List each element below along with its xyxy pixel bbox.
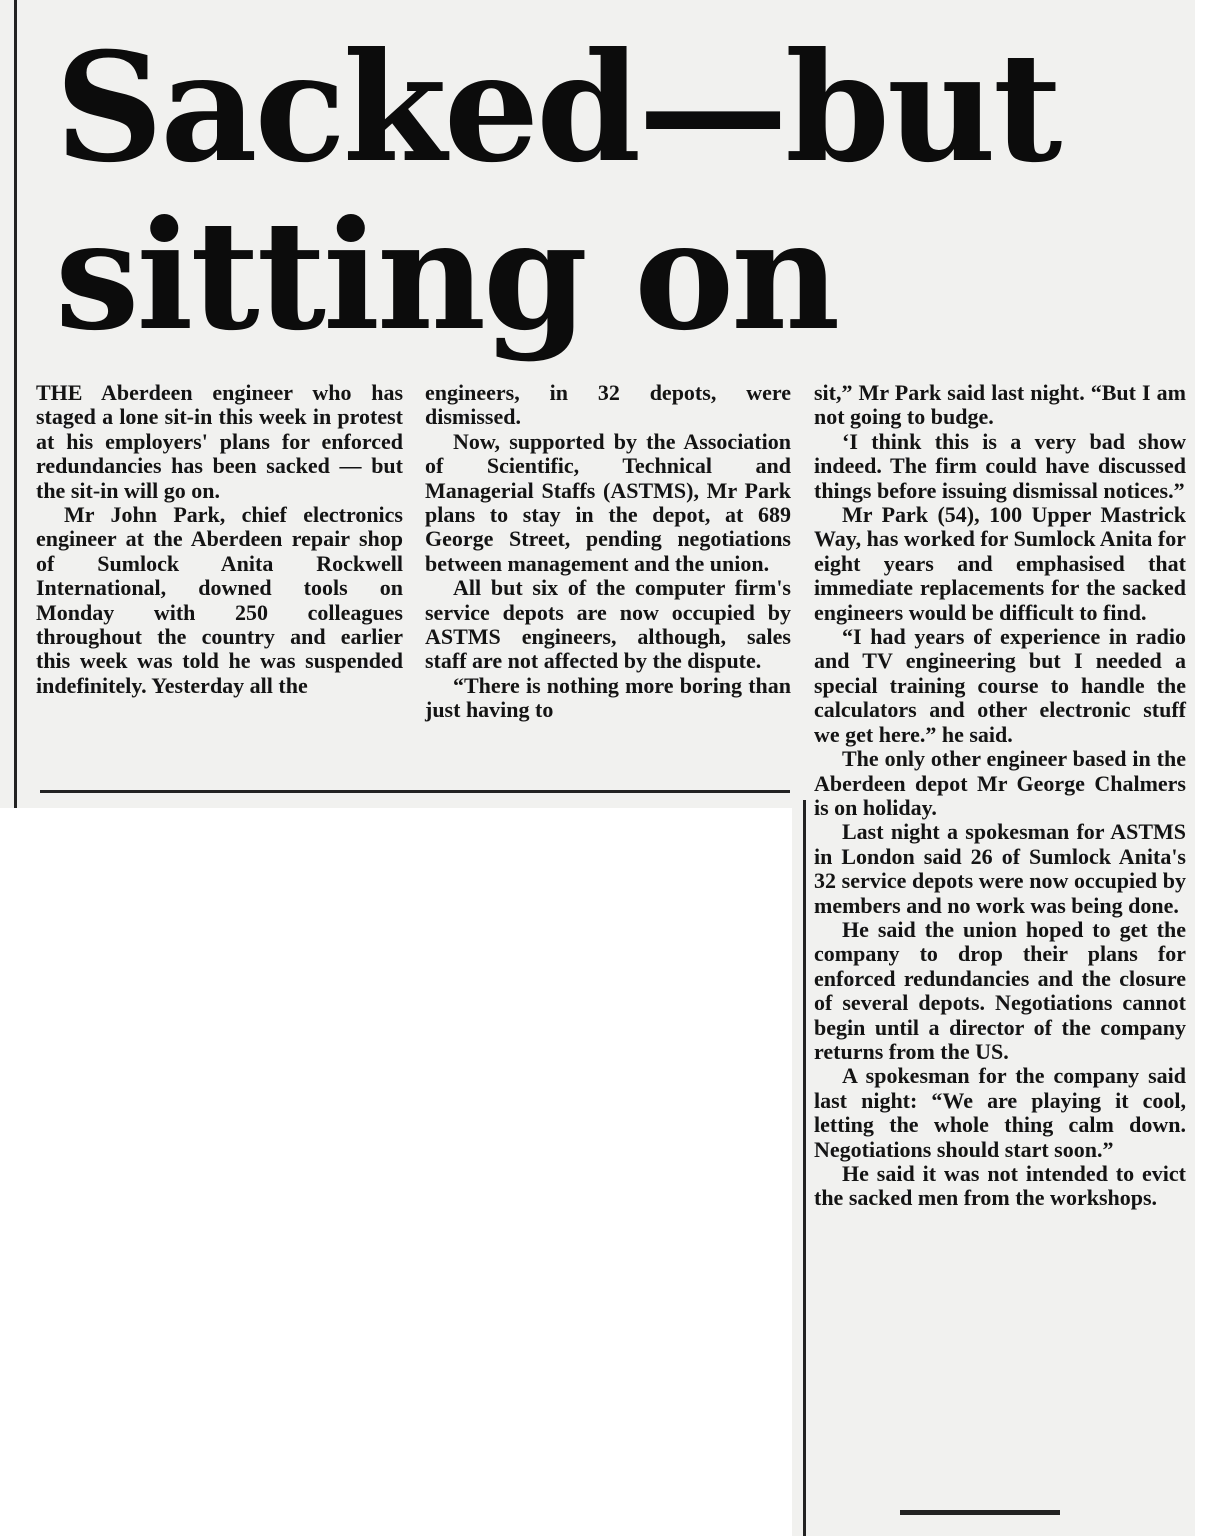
- column-2-paragraph-4: “There is nothing more boring than just having to: [425, 672, 791, 723]
- article-column-2: [425, 381, 791, 723]
- column-3-paragraph-6: Last night a spokesman for ASTMS in London said 26 of Sumlock Anita's 32 service depots were now occupied by members and no work was being done.: [814, 819, 1186, 918]
- column-2-paragraph-2: Now, supported by the Association of Scientific, Technical and Managerial Staffs (ASTMS), Mr Park plans to stay in the depot, at 689 George Street, pending negotiations between management and the union.: [425, 428, 791, 576]
- article-column-3: [814, 381, 1186, 1211]
- column-3-paragraph-4: “I had years of experience in radio and TV engineering but I needed a special training course to handle the calculators and other electronic stuff we get here.” he said.: [814, 624, 1186, 747]
- headline: [55, 20, 1165, 364]
- column-3-paragraph-5: The only other engineer based in the Aberdeen depot Mr George Chalmers is on holiday.: [814, 746, 1186, 820]
- column-2-paragraph-3: All but six of the computer firm's service depots are now occupied by ASTMS engineers, although, sales staff are not affected by the dispute.: [425, 575, 791, 674]
- column-3-paragraph-9: He said it was not intended to evict the sacked men from the workshops.: [814, 1161, 1186, 1211]
- article-column-1: [36, 381, 403, 698]
- column-3-paragraph-1: sit,” Mr Park said last night. “But I am not going to budge.: [814, 380, 1186, 430]
- column-3-paragraph-2: ‘I think this is a very bad show indeed. The firm could have discussed things before issuing dismissal notices.”: [814, 428, 1186, 503]
- column-3-paragraph-7: He said the union hoped to get the company to drop their plans for enforced redundancies and the closure of several depots. Negotiations cannot begin until a director of the company returns from the US.: [814, 916, 1186, 1064]
- column-3-paragraph-8: A spokesman for the company said last night: “We are playing it cool, letting the whole thing calm down. Negotiations should start soon.”: [814, 1063, 1186, 1162]
- column-1-paragraph-2: Mr John Park, chief electronics engineer at the Aberdeen repair shop of Sumlock Anita Rockwell International, downed tools on Monday with 250 colleagues throughout the country and earlier this week was told he was suspended indefinitely. Yesterday all the: [36, 502, 403, 698]
- headline-line-2: sitting on: [55, 188, 838, 364]
- column-3-paragraph-3: Mr Park (54), 100 Upper Mastrick Way, has worked for Sumlock Anita for eight years and emphasised that immediate replacements for the sacked engineers would be difficult to find.: [814, 502, 1186, 625]
- bottom-rule: [40, 790, 790, 793]
- column-1-paragraph-1: THE Aberdeen engineer who has staged a lone sit-in this week in protest at his employers' plans for enforced redundancies has been sacked — but the sit-in will go on.: [36, 380, 403, 503]
- right-column-rule: [803, 800, 806, 1536]
- left-column-rule: [14, 0, 17, 808]
- headline-line-1: Sacked—but: [55, 20, 1060, 196]
- end-of-article-rule: [900, 1510, 1060, 1515]
- column-2-paragraph-1: engineers, in 32 depots, were dismissed.: [425, 380, 791, 430]
